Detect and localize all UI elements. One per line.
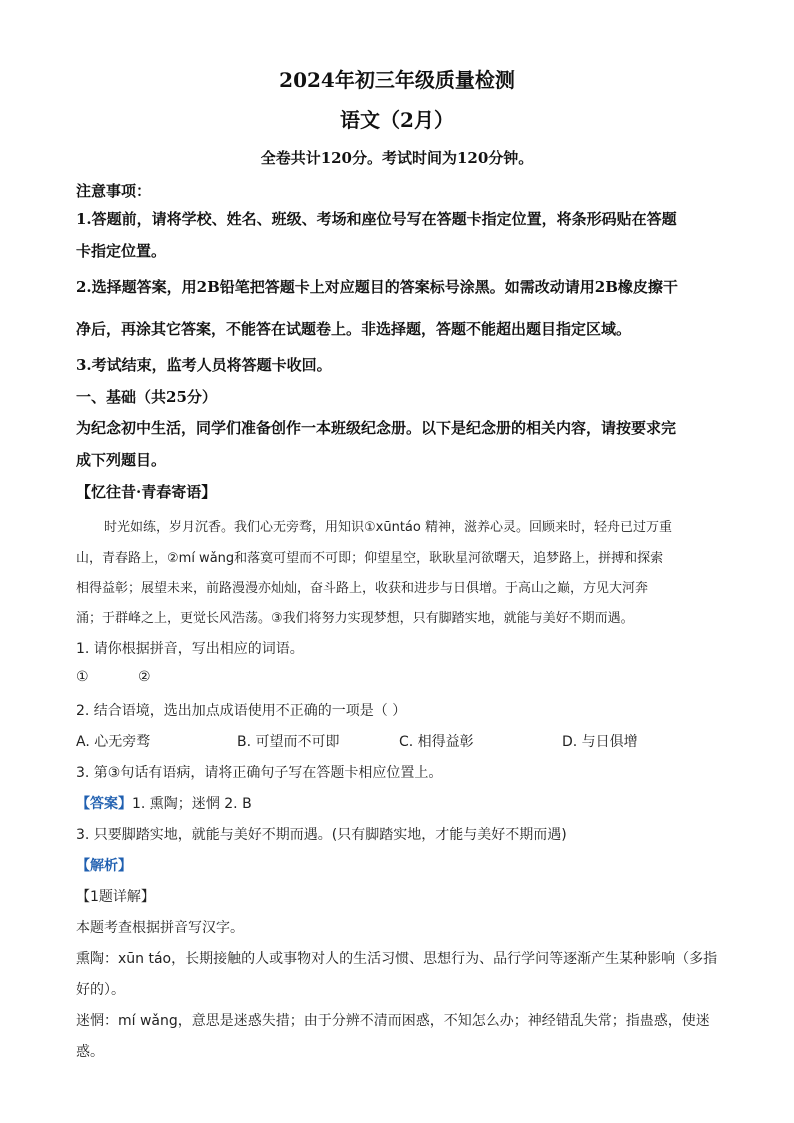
- question-3: 3. 第③句话有语病，请将正确句子写在答题卡相应位置上。: [76, 765, 443, 781]
- passage-line-4: 涌；于群峰之上，更觉长风浩荡。③我们将努力实现梦想，只有脚踏实地，就能与美好不期而遇。: [76, 611, 634, 626]
- section-intro-b: 成下列题目。: [76, 451, 167, 469]
- section-subtitle: 【忆往昔·青春寄语】: [76, 483, 217, 501]
- note-1b: 卡指定位置。: [76, 242, 167, 260]
- note-2b: 净后，再涂其它答案，不能答在试题卷上。非选择题，答题不能超出题目指定区域。: [76, 320, 632, 338]
- option-a: A. 心无旁骛: [76, 734, 151, 750]
- question-1: 1. 请你根据拼音，写出相应的词语。: [76, 641, 304, 657]
- analysis-line-5: 惑。: [76, 1044, 104, 1060]
- q1-blank-1: ①: [76, 669, 89, 685]
- analysis-line-2: 熏陶：xūn táo，长期接触的人或事物对人的生活习惯、思想行为、品行学问等逐渐产生某种影响（多指: [76, 951, 718, 967]
- subject-title: 语文（2月）: [340, 108, 454, 132]
- note-2a: 2.选择题答案，用2B铅笔把答题卡上对应题目的答案标号涂黑。如需改动请用2B橡皮擦干: [76, 278, 678, 296]
- notes-heading: 注意事项：: [76, 182, 152, 200]
- q1-blank-2: ②: [138, 669, 151, 685]
- analysis-line-3: 好的）。: [76, 982, 125, 998]
- question-2: 2. 结合语境，选出加点成语使用不正确的一项是（ ）: [76, 703, 407, 719]
- passage-line-1: 时光如练，岁月沉香。我们心无旁骛，用知识①xūntáo 精神，滋养心灵。回顾来时，轻舟已过万重: [104, 520, 672, 535]
- exam-info: 全卷共计120分。考试时间为120分钟。: [260, 149, 534, 167]
- option-b: B. 可望而不可即: [237, 734, 340, 750]
- section-intro-a: 为纪念初中生活，同学们准备创作一本班级纪念册。以下是纪念册的相关内容，请按要求完: [76, 419, 677, 437]
- answer-line: [76, 793, 252, 813]
- option-d: D. 与日俱增: [562, 734, 638, 750]
- analysis-label: 【解析】: [76, 858, 132, 874]
- note-3: 3.考试结束，监考人员将答题卡收回。: [76, 356, 332, 374]
- passage-line-3: 相得益彰；展望未来，前路漫漫亦灿灿，奋斗路上，收获和进步与日俱增。于高山之巅，方见大河奔: [76, 581, 649, 596]
- answer-label: 【答案】: [76, 796, 132, 812]
- exam-title: 2024年初三年级质量检测: [279, 68, 515, 92]
- note-1a: 1.答题前，请将学校、姓名、班级、考场和座位号写在答题卡指定位置，将条形码贴在答题: [76, 210, 677, 228]
- analysis-sub: 【1题详解】: [76, 889, 155, 905]
- analysis-line-4: 迷惘：mí wǎng，意思是迷惑失措；由于分辨不清而困惑，不知怎么办；神经错乱失常；指蛊惑，使迷: [76, 1013, 710, 1029]
- answer-text: 1. 熏陶；迷惘 2. B: [132, 796, 252, 812]
- analysis-line-1: 本题考查根据拼音写汉字。: [76, 920, 244, 936]
- option-c: C. 相得益彰: [399, 734, 474, 750]
- section-heading: 一、基础（共25分）: [76, 388, 217, 406]
- passage-line-2: 山，青春路上，②mí wǎng和落寞可望而不可即；仰望星空，耿耿星河欲曙天，追梦路上，拼搏和探索: [76, 551, 664, 566]
- answer-q3: 3. 只要脚踏实地，就能与美好不期而遇。(只有脚踏实地，才能与美好不期而遇): [76, 827, 567, 843]
